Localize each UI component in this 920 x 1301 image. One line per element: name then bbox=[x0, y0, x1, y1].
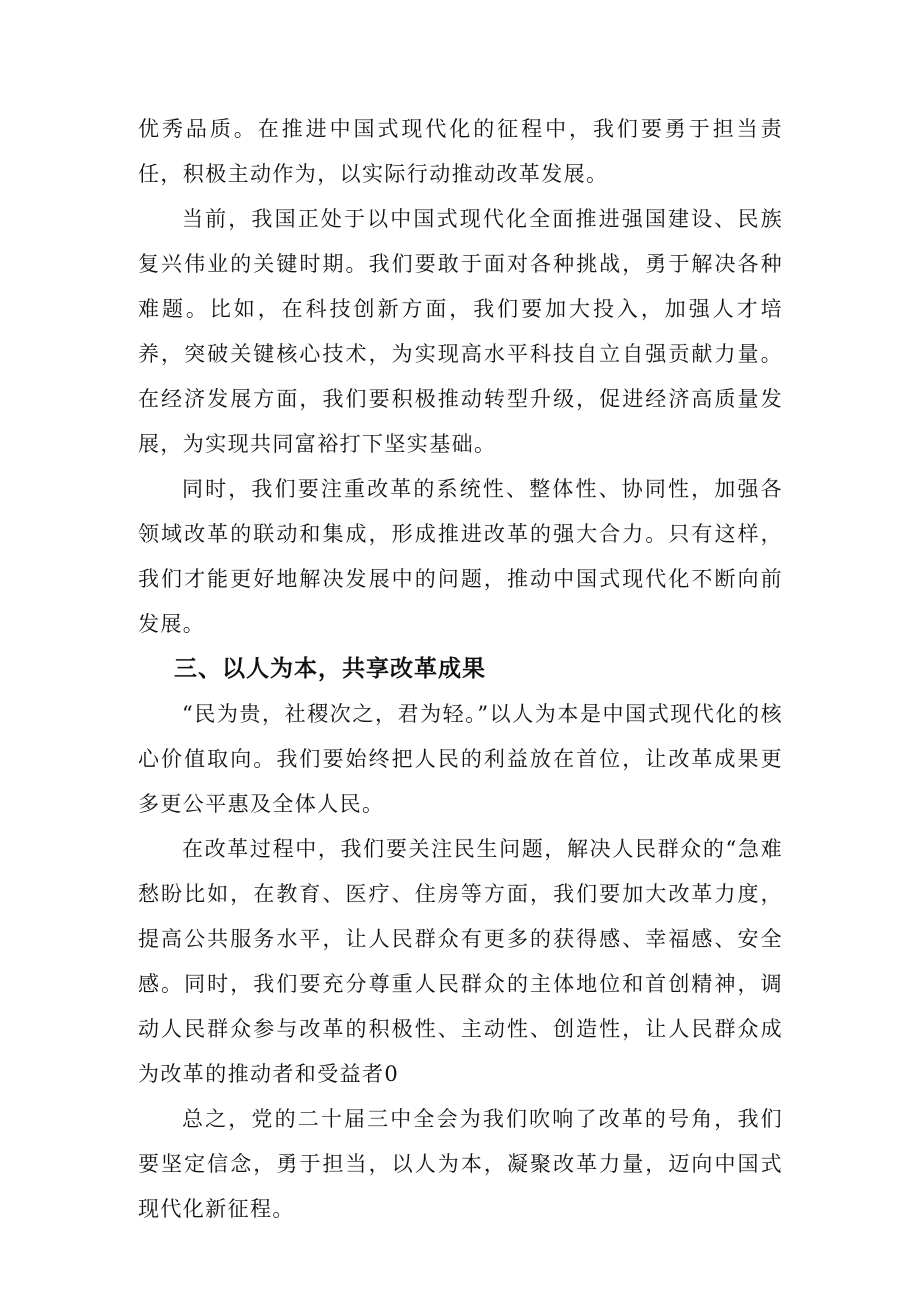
paragraph-systematic-reform: 同时，我们要注重改革的系统性、整体性、协同性，加强各领域改革的联动和集成，形成推进改革的强大合力。只有这样，我们才能更好地解决发展中的问题，推动中国式现代化不断向前发展。 bbox=[138, 477, 783, 636]
paragraph-current-period: 当前，我国正处于以中国式现代化全面推进强国建设、民族复兴伟业的关键时期。我们要敢于面对各种挑战，勇于解决各种难题。比如，在科技创新方面，我们要加大投入，加强人才培养，突破关键核心技术，为实现高水平科技自立自强贡献力量。在经济发展方面，我们要积极推动转型升级，促进经济高质量发展，为实现共同富裕打下坚实基础。 bbox=[138, 207, 783, 456]
document-body bbox=[138, 107, 783, 1232]
paragraph-continued: 优秀品质。在推进中国式现代化的征程中，我们要勇于担当责任，积极主动作为，以实际行动推动改革发展。 bbox=[138, 117, 783, 186]
paragraph-livelihood: 在改革过程中，我们要关注民生问题，解决人民群众的“急难愁盼比如，在教育、医疗、住房等方面，我们要加大改革力度，提高公共服务水平，让人民群众有更多的获得感、幸福感、安全感。同时，我们要充分尊重人民群众的主体地位和首创精神，调动人民群众参与改革的积极性、主动性、创造性，让人民群众成为改革的推动者和受益者0 bbox=[138, 837, 783, 1086]
paragraph-conclusion: 总之，党的二十届三中全会为我们吹响了改革的号角，我们要坚定信念，勇于担当，以人为本，凝聚改革力量，迈向中国式现代化新征程。 bbox=[138, 1107, 783, 1221]
paragraph-people-first: “民为贵，社稷次之，君为轻。”以人为本是中国式现代化的核心价值取向。我们要始终把人民的利益放在首位，让改革成果更多更公平惠及全体人民。 bbox=[138, 702, 783, 816]
section-heading: 三、以人为本，共享改革成果 bbox=[174, 656, 486, 682]
